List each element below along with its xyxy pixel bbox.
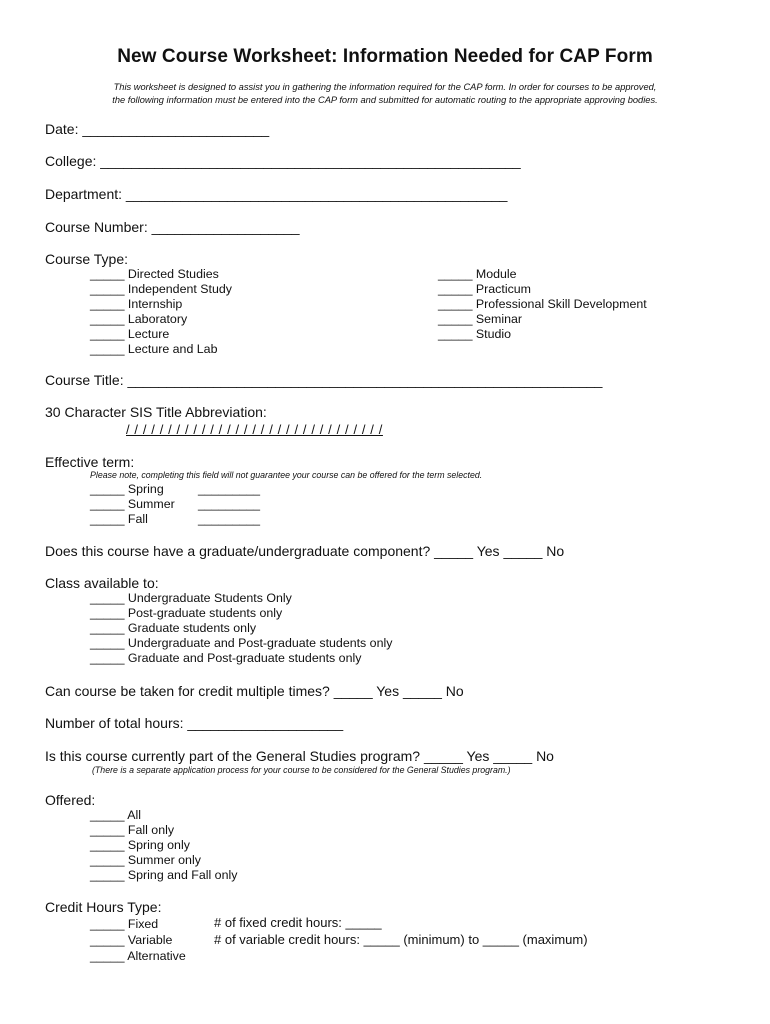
offered-option[interactable]: _____ Spring only bbox=[90, 838, 190, 852]
college-field[interactable]: College: ______________________________________________________ bbox=[45, 153, 521, 169]
term-option-spring[interactable]: _____ Spring bbox=[90, 482, 164, 496]
variable-credit-hours-field[interactable]: # of variable credit hours: _____ (minimum) to _____ (maximum) bbox=[214, 932, 588, 947]
offered-option[interactable]: _____ Fall only bbox=[90, 823, 175, 837]
term-year-blank[interactable]: _________ bbox=[198, 497, 261, 511]
course-type-right-list bbox=[438, 267, 647, 342]
course-type-option[interactable]: _____ Directed Studies bbox=[90, 267, 219, 281]
class-available-label: Class available to: bbox=[45, 575, 159, 591]
class-available-option[interactable]: _____ Graduate students only bbox=[90, 621, 257, 635]
course-title-field[interactable]: Course Title: _____________________________________________________________ bbox=[45, 372, 603, 388]
course-number-field[interactable]: Course Number: ___________________ bbox=[45, 219, 300, 235]
course-type-option[interactable]: _____ Professional Skill Development bbox=[438, 297, 647, 311]
course-type-option[interactable]: _____ Laboratory bbox=[90, 312, 188, 326]
course-type-option[interactable]: _____ Internship bbox=[90, 297, 183, 311]
offered-option[interactable]: _____ Spring and Fall only bbox=[90, 868, 238, 882]
credit-type-alternative[interactable]: _____ Alternative bbox=[90, 949, 186, 963]
course-type-option[interactable]: _____ Studio bbox=[438, 327, 512, 341]
effective-term-options bbox=[90, 482, 175, 527]
fixed-credit-hours-field[interactable]: # of fixed credit hours: _____ bbox=[214, 915, 382, 930]
class-available-option[interactable]: _____ Post-graduate students only bbox=[90, 606, 283, 620]
grad-component-question[interactable]: Does this course have a graduate/undergraduate component? _____ Yes _____ No bbox=[45, 543, 565, 559]
credit-hours-type-options bbox=[90, 916, 186, 964]
offered-option[interactable]: _____ Summer only bbox=[90, 853, 201, 867]
course-type-option[interactable]: _____ Independent Study bbox=[90, 282, 232, 296]
intro-line-1: This worksheet is designed to assist you in gathering the information required for the CAP form. In order for courses to be approved, bbox=[113, 82, 657, 92]
class-available-option[interactable]: _____ Undergraduate and Post-graduate students only bbox=[90, 636, 393, 650]
total-hours-field[interactable]: Number of total hours: ____________________ bbox=[45, 715, 344, 731]
credit-type-fixed[interactable]: _____ Fixed bbox=[90, 917, 159, 931]
offered-options bbox=[90, 808, 237, 883]
offered-option[interactable]: _____ All bbox=[90, 808, 141, 822]
effective-term-label: Effective term: bbox=[45, 454, 135, 470]
course-type-option[interactable]: _____ Module bbox=[438, 267, 517, 281]
credit-type-variable[interactable]: _____ Variable bbox=[90, 933, 173, 947]
sis-abbreviation-label: 30 Character SIS Title Abbreviation: bbox=[45, 404, 267, 420]
effective-term-years bbox=[198, 482, 260, 527]
department-field[interactable]: Department: _________________________________________________ bbox=[45, 186, 508, 202]
course-type-option[interactable]: _____ Practicum bbox=[438, 282, 531, 296]
general-studies-note: (There is a separate application process for your course to be considered for the General Studies program.) bbox=[92, 765, 511, 775]
intro-line-2: the following information must be entered into the CAP form and submitted for automatic routing to the appropriate approving bodies. bbox=[112, 95, 658, 105]
effective-term-note: Please note, completing this field will not guarantee your course can be offered for the term selected. bbox=[90, 470, 483, 480]
course-type-left-list bbox=[90, 267, 232, 357]
term-option-summer[interactable]: _____ Summer bbox=[90, 497, 175, 511]
page-title: New Course Worksheet: Information Needed for CAP Form bbox=[117, 46, 653, 67]
general-studies-question[interactable]: Is this course currently part of the General Studies program? _____ Yes _____ No bbox=[45, 748, 554, 764]
multiple-credit-question[interactable]: Can course be taken for credit multiple times? _____ Yes _____ No bbox=[45, 683, 464, 699]
class-available-option[interactable]: _____ Graduate and Post-graduate students only bbox=[90, 651, 362, 665]
class-available-option[interactable]: _____ Undergraduate Students Only bbox=[90, 591, 292, 605]
intro-text bbox=[60, 81, 710, 107]
sis-abbreviation-input[interactable]: / / / / / / / / / / / / / / / / / / / / / / / / / / / / / / / bbox=[126, 422, 383, 437]
term-year-blank[interactable]: _________ bbox=[198, 482, 261, 496]
date-field[interactable]: Date: ________________________ bbox=[45, 121, 270, 137]
term-year-blank[interactable]: _________ bbox=[198, 512, 261, 526]
course-type-option[interactable]: _____ Lecture and Lab bbox=[90, 342, 218, 356]
credit-hours-type-label: Credit Hours Type: bbox=[45, 899, 162, 915]
class-available-options bbox=[90, 591, 392, 666]
course-type-option[interactable]: _____ Seminar bbox=[438, 312, 523, 326]
course-type-label: Course Type: bbox=[45, 251, 129, 267]
offered-label: Offered: bbox=[45, 792, 96, 808]
term-option-fall[interactable]: _____ Fall bbox=[90, 512, 148, 526]
course-type-option[interactable]: _____ Lecture bbox=[90, 327, 170, 341]
